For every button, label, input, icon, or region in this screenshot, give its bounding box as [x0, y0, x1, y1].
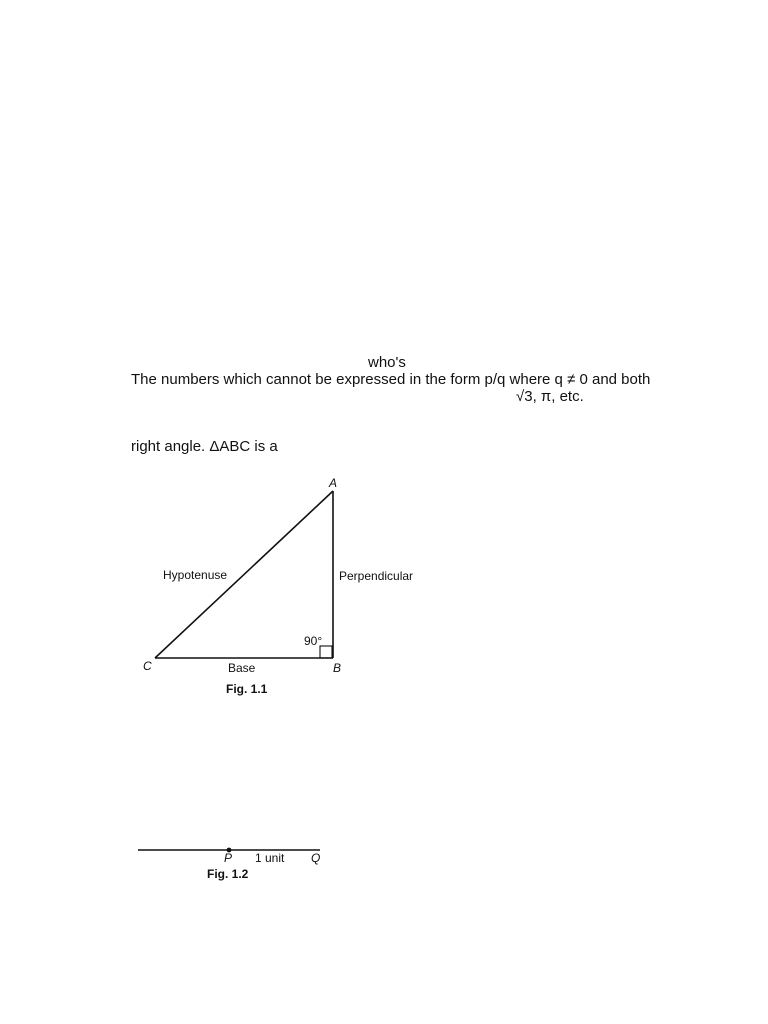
figure-1-caption: Fig. 1.1 — [226, 682, 268, 696]
text-fragment-whos: who's — [368, 354, 406, 371]
irrational-numbers-sentence: The numbers which cannot be expressed in the form p/q where q ≠ 0 and both — [131, 371, 651, 388]
vertex-a-label: A — [329, 476, 338, 490]
point-p-label: P — [224, 851, 233, 865]
unit-label: 1 unit — [255, 851, 285, 865]
vertex-b-label: B — [333, 661, 342, 675]
figure-2-caption: Fig. 1.2 — [207, 867, 249, 881]
vertex-c-label: C — [143, 659, 152, 673]
angle-label: 90° — [304, 634, 323, 648]
right-angle-sentence: right angle. ΔABC is a — [131, 438, 278, 455]
perpendicular-label: Perpendicular — [339, 569, 414, 583]
point-q-label: Q — [311, 851, 321, 865]
hypotenuse-label: Hypotenuse — [163, 568, 228, 582]
text-fragment-sqrt: √3, π, etc. — [516, 388, 584, 405]
base-label: Base — [228, 661, 256, 675]
